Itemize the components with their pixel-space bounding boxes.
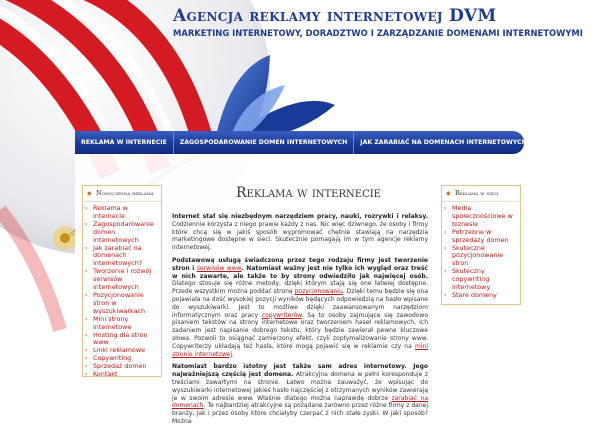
link-copywriterzy[interactable]: copywriterów bbox=[261, 311, 302, 319]
site-subtitle: MARKETING INTERNETOWY, DORADZTWO I ZARZĄDZANIE DOMENAMI INTERNETOWYMI bbox=[173, 28, 583, 38]
nav-item-zarabianie[interactable]: JAK ZARABIAĆ NA DOMENACH INTERNETOWYCH? bbox=[360, 139, 531, 146]
arrow-right-icon: › bbox=[85, 371, 88, 379]
sidebar-item-reklama[interactable]: › Reklama w internecie bbox=[85, 204, 128, 220]
nav-item-zagospodarowanie[interactable]: ZAGOSPODAROWANIE DOMEN INTERNETOWYCH bbox=[174, 131, 355, 154]
sidebar-item-media[interactable]: › Media społecznościowe w biznesie bbox=[444, 204, 513, 228]
sidebar-item-kontakt[interactable]: › Kontakt bbox=[85, 370, 118, 379]
arrow-right-icon: › bbox=[85, 220, 88, 228]
bullet-icon: ◆ bbox=[87, 190, 92, 197]
left-menu bbox=[83, 205, 161, 379]
link-zarabianie-domeny[interactable]: zarabiać na domenach bbox=[172, 394, 428, 410]
main-navigation bbox=[75, 131, 531, 154]
arrow-right-icon: › bbox=[85, 291, 88, 299]
main-content bbox=[172, 185, 428, 431]
sidebar-item-pozycjonowanie[interactable]: › Pozycjonowanie stron w wyszukiwarkach bbox=[85, 290, 146, 315]
sidebar-item-linki[interactable]: › Linki reklamowe bbox=[85, 346, 145, 355]
arrow-right-icon: › bbox=[85, 347, 88, 355]
paragraph-services: Podstawową usługą świadczoną przez tego rodzaju firmy jest tworzenie stron i serwisów www. Natomiast ważny jest nie tylko ich wygląd oraz treść w nich zawarte, ale także to by strony odwiedziło jak najwięcej osób. Dlatego stosuje się różne metody, dzięki którym stają się one łatwiej dostępne. Przede wszystkim można poddać stronę pozycjonowaniu. Dzięki temu będzie się ona pojawiała na dość wysokiej pozycji wyników będących odpowiedzią na hasło wpisane do wyszukiwarki. Jest to możliwe dzięki zaawansowanym narzędziom informatycznym oraz pracy copywriterów. Są to osoby zajmujące się zawodowo pisaniem tekstów na strony internetowe oraz tworzeniem haseł reklamowych. Ich zadaniem jest napisanie dobrego tekstu, który będzie zawierał pewne kluczowe słowa. Pozwoli to osiągnąć zamierzony efekt, czyli zoptymalizowanie strony www. Copywriterzy układają też hasła, które mogą pojawić się w reklamie czy na mini stronie internetowej. bbox=[172, 256, 429, 358]
link-serwisy-www[interactable]: serwisów www bbox=[196, 264, 242, 272]
arrow-right-icon: › bbox=[85, 268, 88, 276]
right-menu bbox=[442, 205, 520, 300]
sidebar-item-copywriting[interactable]: › Copywriting bbox=[85, 354, 132, 363]
site-title: Agencja reklamy internetowej DVM bbox=[173, 6, 497, 26]
left-sidebar-title: Nowoczesna reklama bbox=[96, 189, 154, 197]
nav-item-reklama[interactable]: REKLAMA W INTERNECIE bbox=[75, 131, 174, 154]
paragraph-domains: Natomiast bardzo istotny jest także sam adres internetowy. Jego najważniejszą częścią jest domena. Atrakcyjna domena w pełni koresponduje z treściami zawartymi na stronie. Łatwo można zauważyć, że wpisując do wyszukiwarki internetowej jakieś hasło najczęściej z otrzymanych wyników zawierają je w swoim adresie www. Właśnie dlatego można naprawdę dobrze zarabiać na domenach. Te najbardziej atrakcyjne są pożądane zarówno przez różne firmy z danej branży, jak i przez osoby które chciałyby czerpać z nich stałe zyski. W jaki sposób? Można bbox=[172, 363, 428, 425]
right-sidebar-title: Reklama w sieci bbox=[455, 189, 499, 197]
sidebar-item-hosting[interactable]: › Hosting dla stron www bbox=[85, 330, 148, 347]
page-title: Reklama w internecie bbox=[236, 185, 381, 201]
sidebar-item-skuteczne-pozycjonowanie[interactable]: › Skuteczne pozycjonowanie stron bbox=[444, 243, 504, 268]
sidebar-item-tworzenie[interactable]: › Tworzenie i rozwój serwisów internetowych bbox=[85, 267, 152, 292]
link-pozycjonowanie[interactable]: pozycjonowaniu bbox=[294, 288, 343, 296]
right-sidebar-heading bbox=[442, 186, 520, 202]
arrow-right-icon: › bbox=[85, 244, 88, 252]
sidebar-item-skuteczny-copywriting[interactable]: › Skuteczny copywriting internetowy bbox=[444, 267, 491, 292]
arrow-right-icon: › bbox=[85, 315, 88, 323]
arrow-right-icon: › bbox=[85, 331, 88, 339]
sidebar-item-mini-strony[interactable]: › Mini strony internetowe bbox=[85, 314, 132, 331]
paragraph-intro: Internet stał się niezbędnym narzędziem pracy, nauki, rozrywki i relaksy. Codziennie korzysta z niego prawie każdy z nas. Nic więc dziwnego, że osoby i firmy które chcą się w jakiś sposób wypromować chętnie stawiają na narzędzia marketingowe dostępne w sieci. Skutecznie pomagają im w tym agencje reklamy internetowej. bbox=[172, 213, 428, 252]
sidebar-item-zagospodarowanie[interactable]: › Zagospodarowanie domen internetowych bbox=[85, 219, 154, 244]
arrow-right-icon: › bbox=[444, 228, 447, 236]
arrow-right-icon: › bbox=[444, 291, 447, 299]
arrow-right-icon: › bbox=[444, 244, 447, 252]
arrow-right-icon: › bbox=[85, 363, 88, 371]
right-sidebar bbox=[441, 185, 521, 305]
left-sidebar bbox=[82, 185, 162, 377]
left-sidebar-heading bbox=[83, 186, 161, 202]
arrow-right-icon: › bbox=[85, 355, 88, 363]
arrow-right-icon: › bbox=[444, 205, 447, 212]
sidebar-item-zarabianie[interactable]: › Jak zarabiać na domenach internetowych? bbox=[85, 243, 143, 268]
bullet-icon: ◆ bbox=[446, 190, 451, 197]
sidebar-item-potrzebne[interactable]: › Potrzebne w sprzedaży domen bbox=[444, 227, 509, 244]
sidebar-item-sprzedaz[interactable]: › Sprzedaż domen bbox=[85, 362, 147, 371]
arrow-right-icon: › bbox=[444, 268, 447, 276]
sidebar-item-stare-domeny[interactable]: › Stare domeny bbox=[444, 290, 497, 299]
link-mini-strona[interactable]: mini stronie internetowej bbox=[172, 342, 428, 358]
arrow-right-icon: › bbox=[85, 205, 88, 212]
